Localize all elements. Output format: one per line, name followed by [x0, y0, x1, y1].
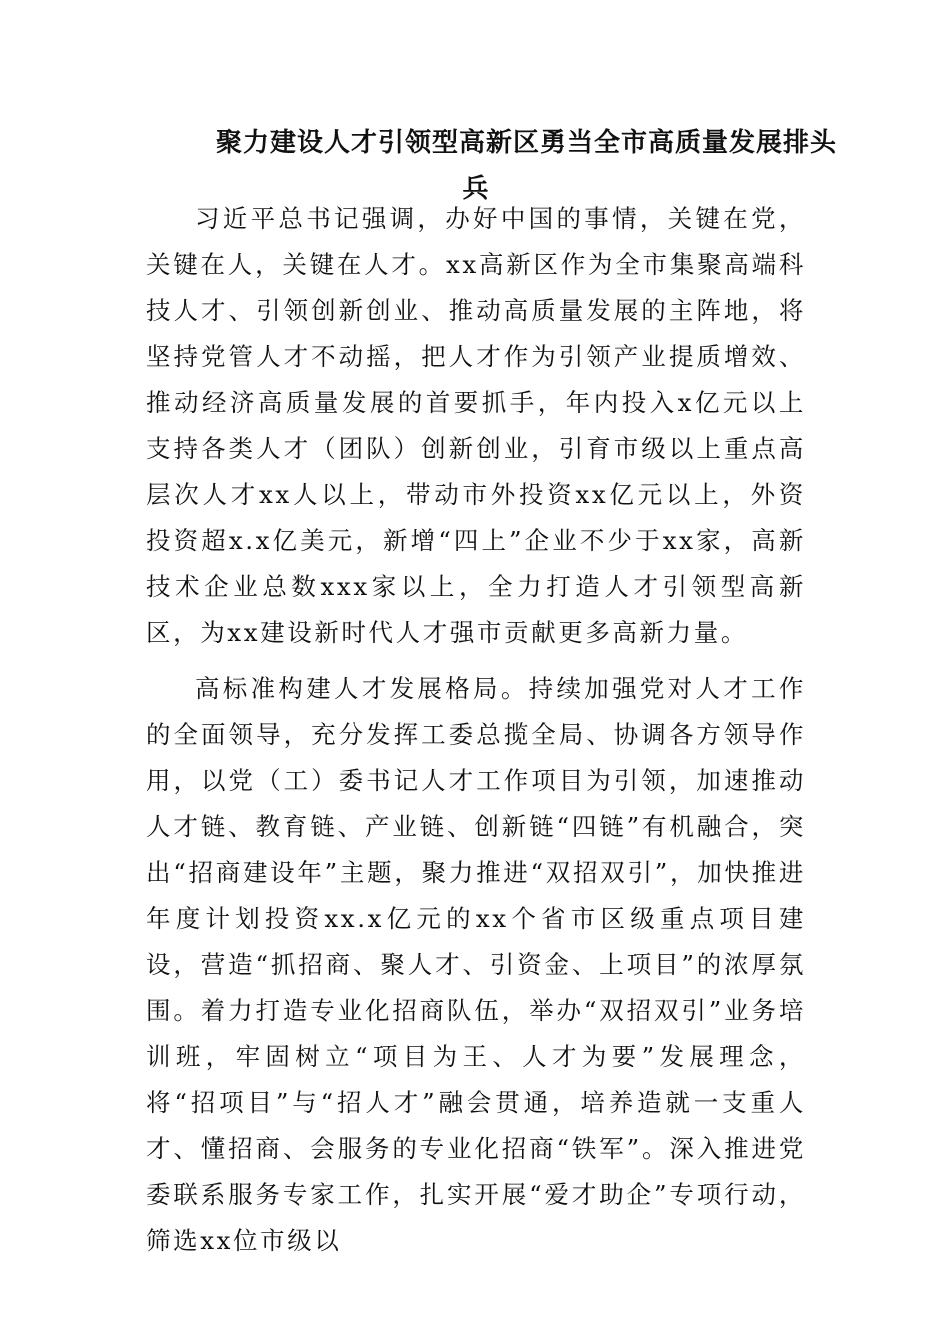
paragraph-2: 高标准构建人才发展格局。持续加强党对人才工作的全面领导，充分发挥工委总揽全局、协调各方领导作用，以党（工）委书记人才工作项目为引领，加速推动人才链、教育链、产业链、创新链“四链”有机融合，突出“招商建设年”主题，聚力推进“双招双引”，加快推进年度计划投资xx.x亿元的xx个省市区级重点项目建设，营造“抓招商、聚人才、引资金、上项目”的浓厚氛围。着力打造专业化招商队伍，举办“双招双引”业务培训班，牢固树立“项目为王、人才为要”发展理念，将“招项目”与“招人才”融会贯通，培养造就一支重人才、懂招商、会服务的专业化招商“铁军”。深入推进党委联系服务专家工作，扎实开展“爱才助企”专项行动，筛选xx位市级以	[146, 674, 806, 1255]
document-title-line-1: 聚力建设人才引领型高新区勇当全市高质量发展排头	[216, 128, 838, 158]
document-title-line-2: 兵	[462, 174, 490, 204]
paragraph-1: 习近平总书记强调，办好中国的事情，关键在党，关键在人，关键在人才。xx高新区作为全市集聚高端科技人才、引领创新创业、推动高质量发展的主阵地，将坚持党管人才不动摇，把人才作为引领产业提质增效、推动经济高质量发展的首要抓手，年内投入x亿元以上支持各类人才（团队）创新创业，引育市级以上重点高层次人才xx人以上，带动市外投资xx亿元以上，外资投资超x.x亿美元，新增“四上”企业不少于xx家，高新技术企业总数xxx家以上，全力打造人才引领型高新区，为xx建设新时代人才强市贡献更多高新力量。	[146, 204, 806, 647]
